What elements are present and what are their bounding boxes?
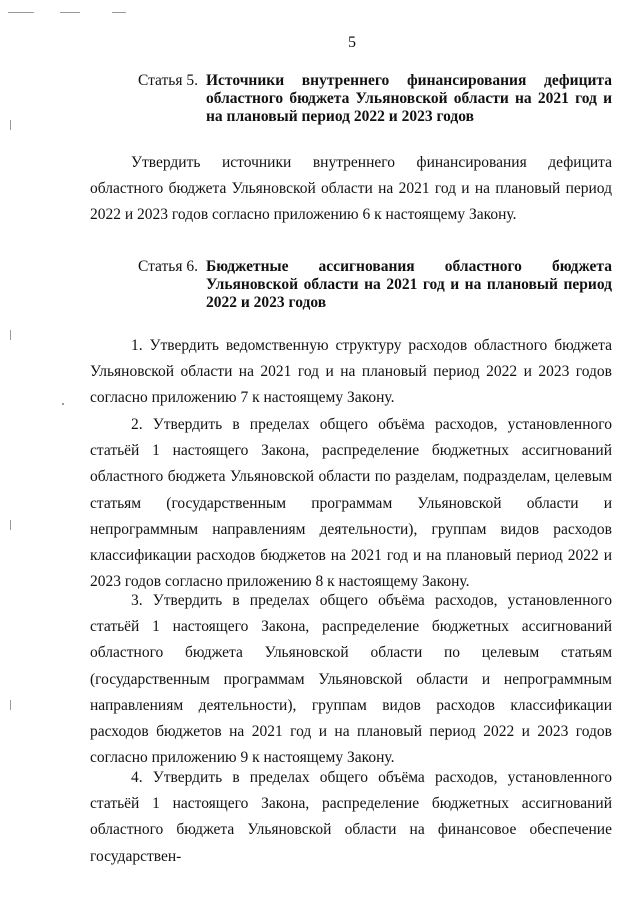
scan-mark (10, 700, 11, 710)
article-6-label: Статья 6. (137, 258, 198, 275)
article-5-heading (120, 72, 612, 126)
article-6-paragraph-1: 1. Утвердить ведомственную структуру расходов областного бюджета Ульяновской области на 2021 год и на плановый период 2022 и 2023 годов согласно приложению 7 к настоящему Закону. (90, 337, 612, 407)
page-number: 5 (348, 34, 356, 51)
article-5-body: Утвердить источники внутреннего финансирования дефицита областного бюджета Ульяновской области на 2021 год и на плановый период 2022 и 2023 годов согласно приложению 6 к настоящему Закону. (90, 154, 612, 224)
scan-mark (10, 120, 11, 130)
scan-mark (112, 12, 126, 13)
article-6-paragraph-4: 4. Утвердить в пределах общего объёма расходов, установленного статьёй 1 настоящего Закона, распределение бюджетных ассигнований областного бюджета Ульяновской области на финансовое обеспечение государствен- (90, 769, 612, 865)
scan-mark (62, 403, 64, 405)
scan-mark (10, 520, 11, 530)
article-5-title: Источники внутреннего финансирования дефицита областного бюджета Ульяновской области на 2021 год и на плановый период 2022 и 2023 годов (206, 72, 612, 125)
article-6-paragraph-3: 3. Утвердить в пределах общего объёма расходов, установленного статьёй 1 настоящего Закона, распределение бюджетных ассигнований областного бюджета Ульяновской области по целевым статьям (государственным программам Ульяновской области и непрограммным направлениям деятельности), группам видов расходов классификации расходов бюджетов на 2021 год и на плановый период 2022 и 2023 годов согласно приложению 9 к настоящему Закону. (90, 592, 612, 767)
article-6-paragraph-2: 2. Утвердить в пределах общего объёма расходов, установленного статьёй 1 настоящего Закона, распределение бюджетных ассигнований областного бюджета Ульяновской области по разделам, подразделам, целевым статьям (государственным программам Ульяновской области и непрограммным направлениям деятельности), группам видов расходов классификации расходов бюджетов на 2021 год и на плановый период 2022 и 2023 годов согласно приложению 8 к настоящему Закону. (90, 416, 612, 591)
article-6-heading (120, 258, 612, 312)
scan-mark (60, 12, 80, 13)
article-5-label: Статья 5. (137, 72, 198, 89)
scan-mark (8, 12, 34, 13)
article-6-title: Бюджетные ассигнования областного бюджета Ульяновской области на 2021 год и на плановый период 2022 и 2023 годов (206, 258, 612, 311)
scan-mark (10, 330, 11, 340)
